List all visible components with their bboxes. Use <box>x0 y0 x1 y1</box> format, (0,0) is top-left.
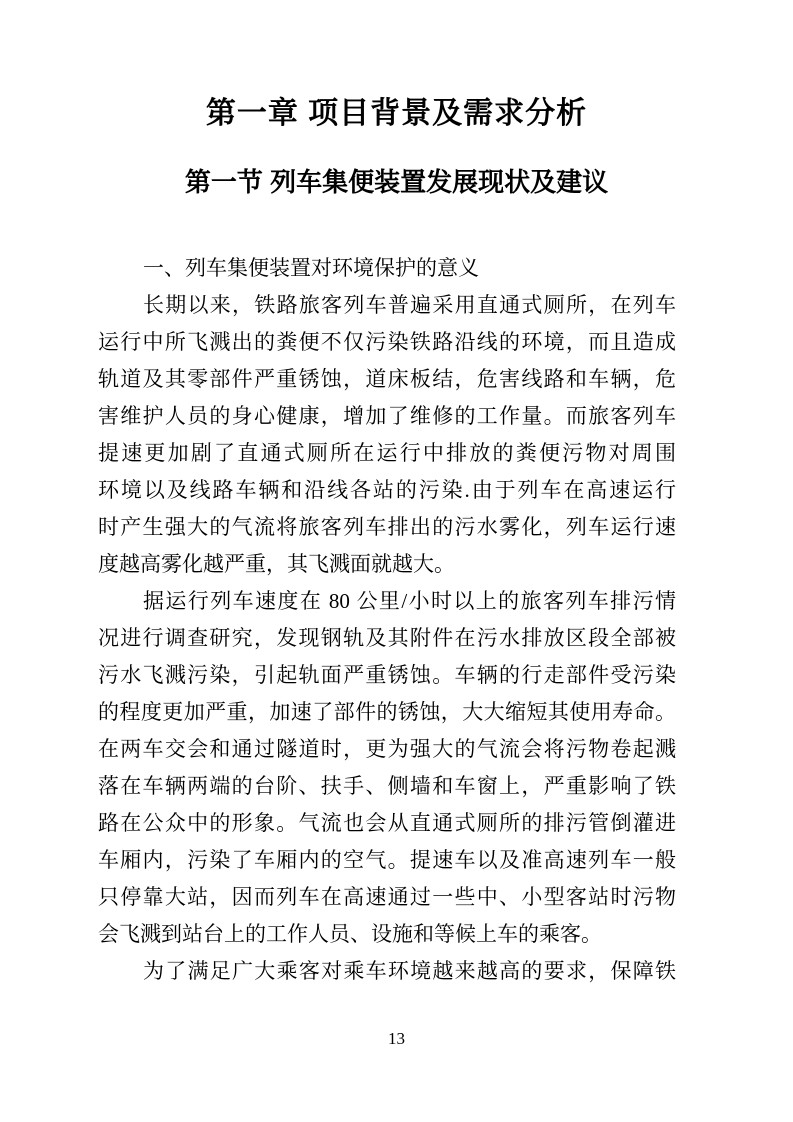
body-line: 车厢内，污染了车厢内的空气。提速车以及准高速列车一般 <box>98 848 676 872</box>
body-line: 长期以来，铁路旅客列车普遍采用直通式厕所，在列车 <box>143 293 676 317</box>
body-line: 为了满足广大乘客对乘车环境越来越高的要求，保障铁 <box>143 959 676 983</box>
body-line: 路在公众中的形象。气流也会从直通式厕所的排污管倒灌进 <box>98 811 676 835</box>
body-line: 落在车辆两端的台阶、扶手、侧墙和车窗上，严重影响了铁 <box>98 774 676 798</box>
body-line: 运行中所飞溅出的粪便不仅污染铁路沿线的环境，而且造成 <box>98 330 676 354</box>
body-line: 据运行列车速度在 80 公里/小时以上的旅客列车排污情 <box>143 589 676 613</box>
body-line: 度越高雾化越严重，其飞溅面就越大。 <box>98 552 455 576</box>
body-line: 时产生强大的气流将旅客列车排出的污水雾化，列车运行速 <box>98 515 676 539</box>
body-line: 环境以及线路车辆和沿线各站的污染.由于列车在高速运行 <box>98 478 676 502</box>
body-line: 害维护人员的身心健康，增加了维修的工作量。而旅客列车 <box>98 404 676 428</box>
body-line: 污水飞溅污染，引起轨面严重锈蚀。车辆的行走部件受污染 <box>98 663 676 687</box>
section-title: 第一节 列车集便装置发展现状及建议 <box>184 167 609 197</box>
body-line: 会飞溅到站台上的工作人员、设施和等候上车的乘客。 <box>98 922 602 946</box>
body-line: 只停靠大站，因而列车在高速通过一些中、小型客站时污物 <box>98 885 676 909</box>
body-text <box>98 250 676 990</box>
body-line: 的程度更加严重，加速了部件的锈蚀，大大缩短其使用寿命。 <box>98 700 676 724</box>
body-line: 在两车交会和通过隧道时，更为强大的气流会将污物卷起溅 <box>98 737 676 761</box>
body-line: 提速更加剧了直通式厕所在运行中排放的粪便污物对周围 <box>98 441 676 465</box>
body-line: 一、列车集便装置对环境保护的意义 <box>143 256 479 280</box>
page-number: 13 <box>388 1029 405 1048</box>
chapter-title: 第一章 项目背景及需求分析 <box>205 97 588 130</box>
body-line: 况进行调查研究，发现钢轨及其附件在污水排放区段全部被 <box>98 626 676 650</box>
body-line: 轨道及其零部件严重锈蚀，道床板结，危害线路和车辆，危 <box>98 367 676 391</box>
